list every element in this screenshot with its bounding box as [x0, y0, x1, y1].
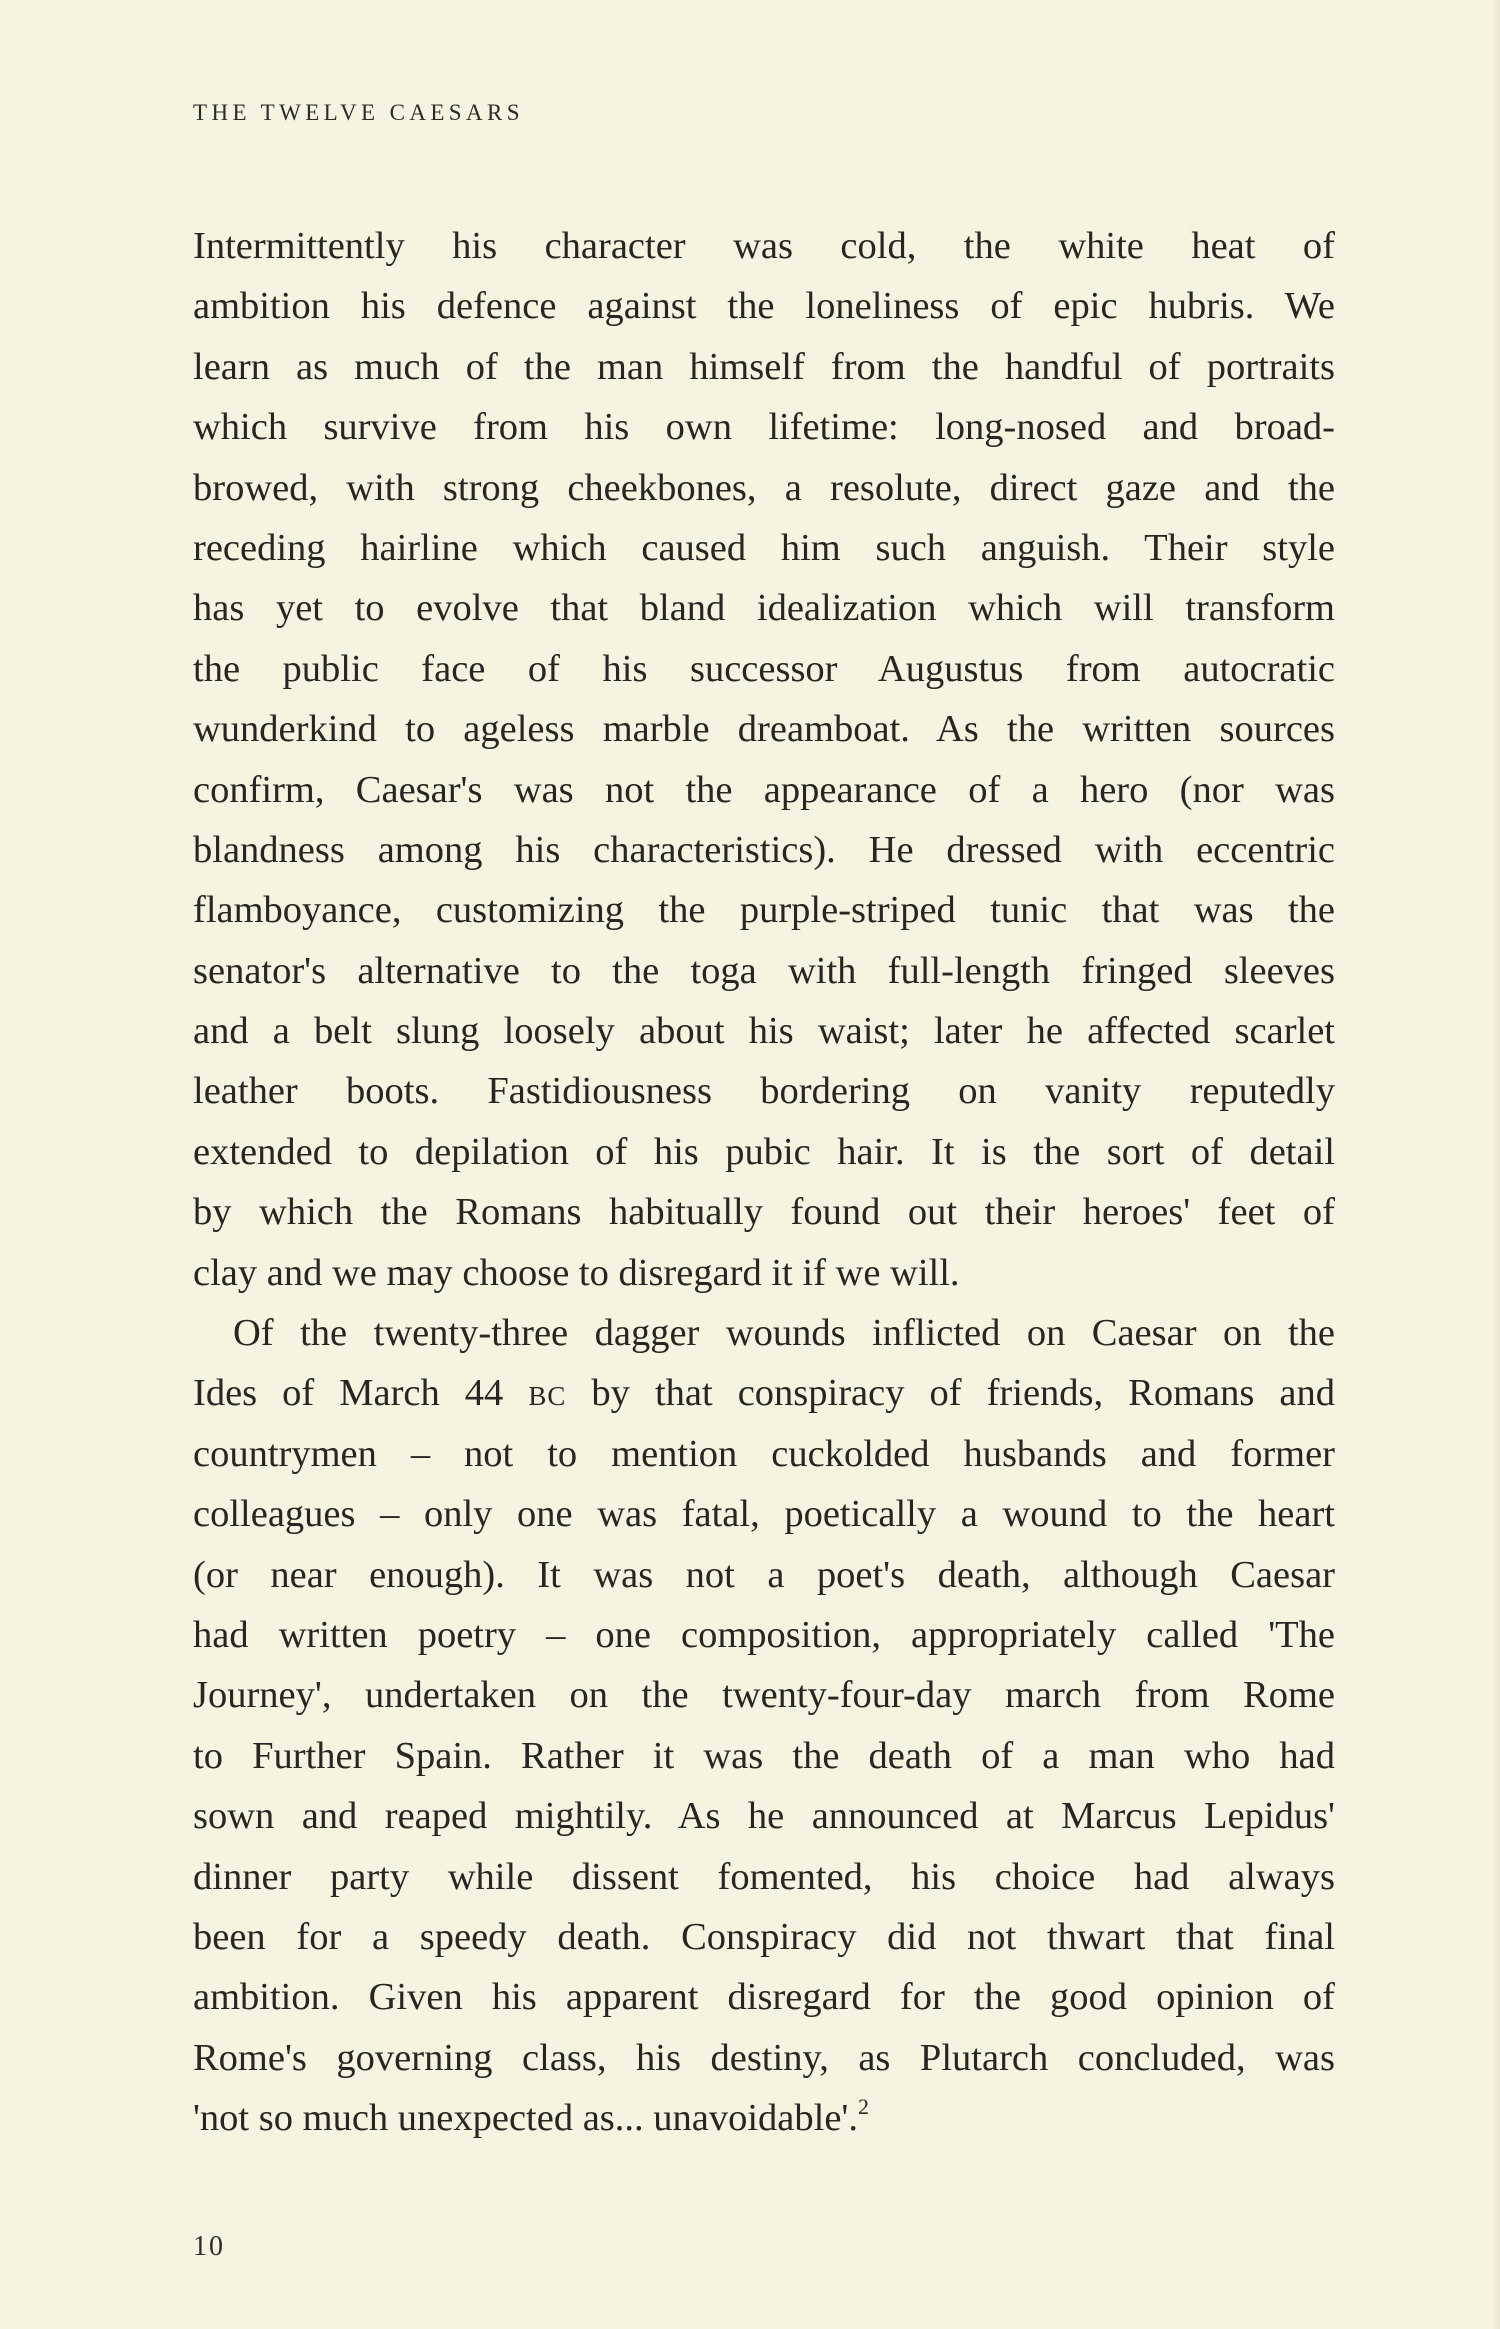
- text-line: Journey', undertaken on the twenty-four-day march from Rome: [193, 1674, 1335, 1717]
- text-line: countrymen – not to mention cuckolded husbands and former: [193, 1432, 1335, 1475]
- text-line: had written poetry – one composition, appropriately called 'The: [193, 1613, 1335, 1656]
- text-line: dinner party while dissent fomented, his choice had always: [193, 1855, 1335, 1898]
- text-line: has yet to evolve that bland idealization which will transform: [193, 587, 1335, 630]
- text-line: leather boots. Fastidiousness bordering on vanity reputedly: [193, 1070, 1335, 1113]
- paragraph-2: [193, 1303, 1335, 2148]
- text-line: flamboyance, customizing the purple-striped tunic that was the: [193, 889, 1335, 932]
- text-line: [193, 1363, 1335, 1423]
- text-line: wunderkind to ageless marble dreamboat. As the written sources: [193, 708, 1335, 751]
- text-line: been for a speedy death. Conspiracy did not thwart that final: [193, 1915, 1335, 1958]
- page-edge-shadow: [1492, 0, 1500, 2329]
- text-line: Intermittently his character was cold, the white heat of: [193, 225, 1335, 267]
- footnote-marker[interactable]: 2: [858, 2094, 869, 2120]
- text-line: [193, 2088, 1335, 2148]
- text-line: senator's alternative to the toga with full-length fringed sleeves: [193, 949, 1335, 992]
- text-fragment: by that conspiracy of friends, Romans and: [566, 1372, 1335, 1415]
- text-line: sown and reaped mightily. As he announced at Marcus Lepidus': [193, 1795, 1335, 1838]
- text-line: Of the twenty-three dagger wounds inflicted on Caesar on the: [233, 1312, 1335, 1355]
- text-line: confirm, Caesar's was not the appearance of a hero (nor was: [193, 768, 1335, 811]
- text-line: receding hairline which caused him such anguish. Their style: [193, 526, 1335, 569]
- text-line: extended to depilation of his pubic hair. It is the sort of detail: [193, 1130, 1335, 1173]
- text-line: which survive from his own lifetime: long-nosed and broad-: [193, 406, 1335, 449]
- text-fragment: 'not so much unexpected as... unavoidable'.: [193, 2097, 858, 2140]
- text-line: and a belt slung loosely about his waist; later he affected scarlet: [193, 1010, 1335, 1053]
- text-line: to Further Spain. Rather it was the death of a man who had: [193, 1734, 1335, 1777]
- text-line: browed, with strong cheekbones, a resolute, direct gaze and the: [193, 466, 1335, 509]
- paragraph-1: [193, 216, 1335, 1303]
- era-abbreviation: BC: [528, 1381, 567, 1412]
- text-line: learn as much of the man himself from the handful of portraits: [193, 345, 1335, 388]
- text-line: the public face of his successor Augustus from autocratic: [193, 647, 1335, 690]
- text-fragment: Ides of March 44: [193, 1372, 529, 1415]
- text-line: (or near enough). It was not a poet's death, although Caesar: [193, 1553, 1335, 1596]
- text-line: colleagues – only one was fatal, poetically a wound to the heart: [193, 1493, 1335, 1536]
- page-number: 10: [193, 2231, 225, 2262]
- text-line: clay and we may choose to disregard it if we will.: [193, 1251, 960, 1294]
- running-header: THE TWELVE CAESARS: [193, 100, 524, 125]
- text-line: blandness among his characteristics). He dressed with eccentric: [193, 828, 1335, 871]
- text-line: ambition. Given his apparent disregard for the good opinion of: [193, 1976, 1335, 2019]
- body-text: [193, 216, 1335, 2149]
- text-line: ambition his defence against the loneliness of epic hubris. We: [193, 285, 1335, 328]
- text-line: by which the Romans habitually found out their heroes' feet of: [193, 1191, 1335, 1234]
- text-line: Rome's governing class, his destiny, as Plutarch concluded, was: [193, 2036, 1335, 2079]
